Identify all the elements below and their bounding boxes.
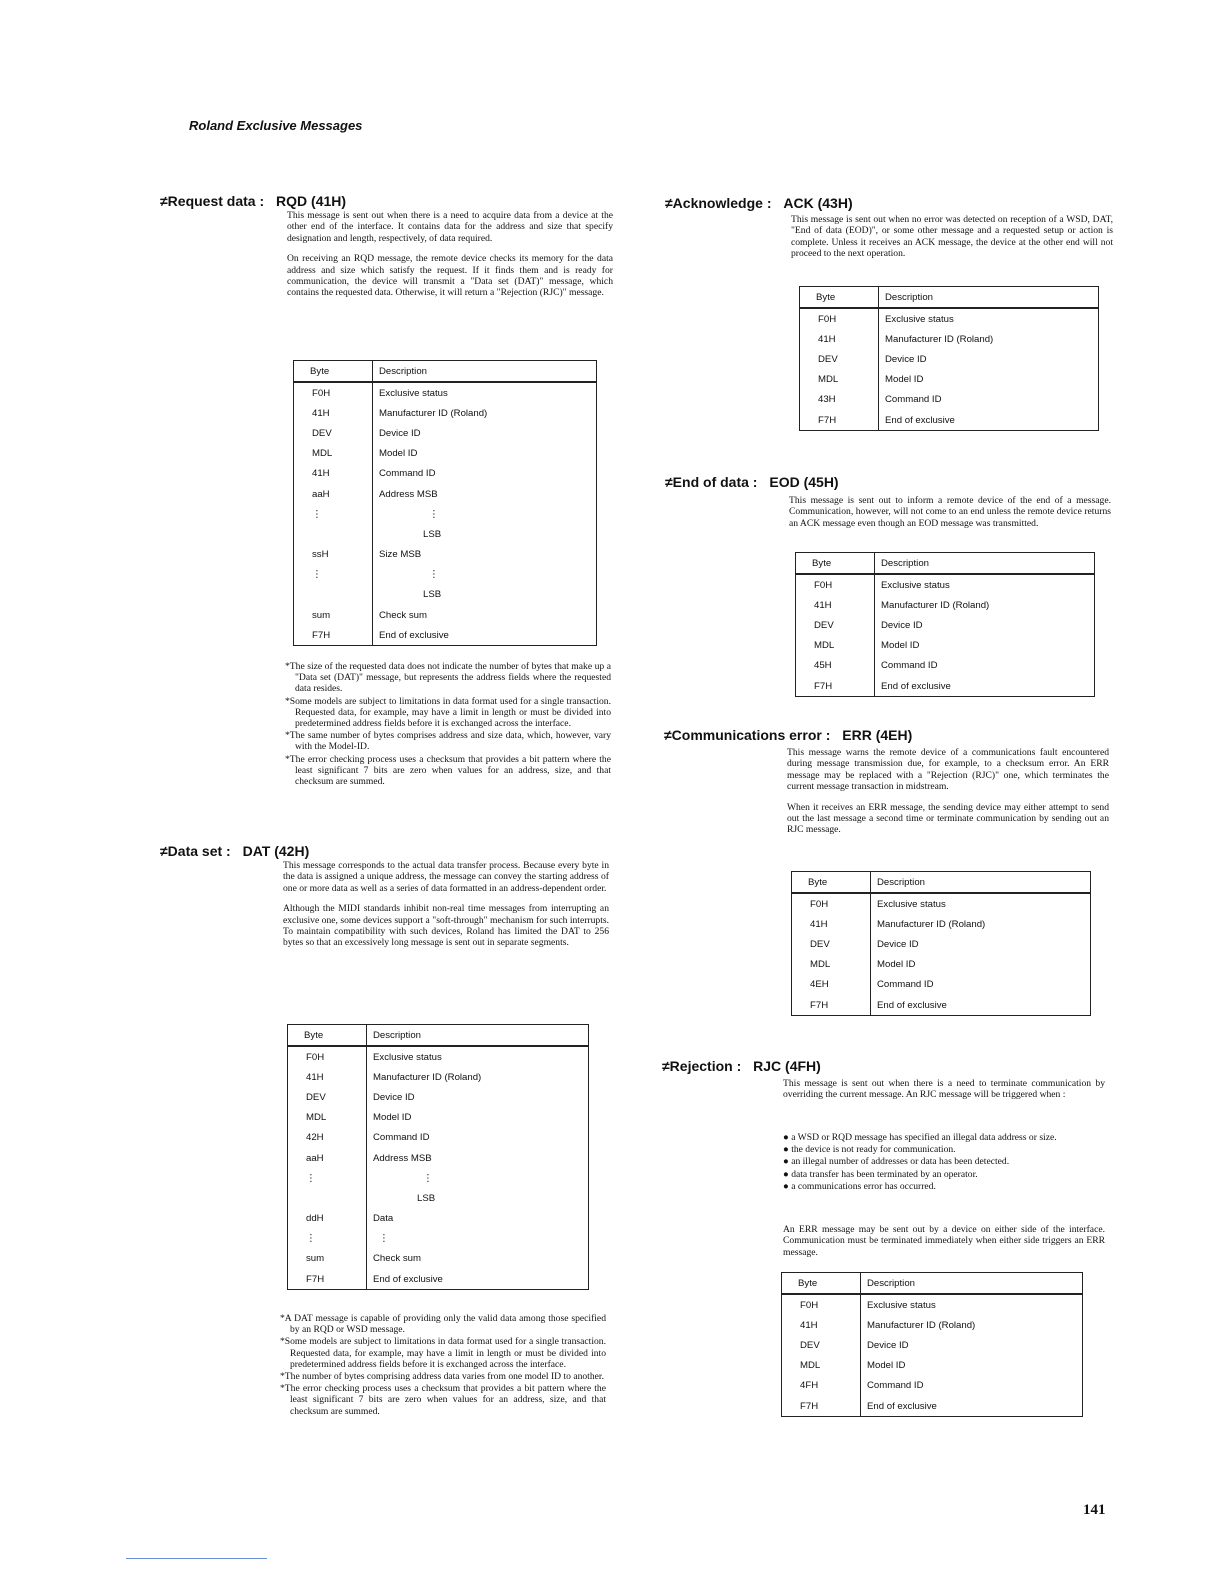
- description-cell: End of exclusive: [373, 1273, 443, 1285]
- byte-cell: F0H: [294, 382, 373, 403]
- description-cell: Exclusive status: [373, 1051, 442, 1063]
- description-column-header: Description: [875, 553, 1095, 574]
- table-row: [288, 1046, 588, 1067]
- table-row: [288, 1269, 588, 1289]
- byte-cell: ⋮: [288, 1229, 367, 1249]
- byte-cell: F7H: [800, 410, 879, 430]
- footer-divider: [126, 1558, 267, 1559]
- byte-column-header: Byte: [792, 872, 871, 893]
- byte-cell: MDL: [796, 636, 875, 656]
- byte-column-header: Byte: [796, 553, 875, 574]
- description-cell: Device ID: [379, 427, 421, 439]
- byte-cell: ⋮: [294, 565, 373, 585]
- note: *The size of the requested data does not indicate the number of bytes that make up a "Data set (DAT)" message, but represents the address fields where the requested data resides.: [285, 661, 611, 695]
- byte-cell: 41H: [800, 329, 879, 349]
- byte-cell: 41H: [294, 403, 373, 423]
- page-header: Roland Exclusive Messages: [189, 118, 363, 133]
- description-cell: Model ID: [877, 959, 916, 971]
- section-command: ERR (4EH): [842, 727, 913, 743]
- section-rjc-after-text: [783, 1224, 1105, 1267]
- table-row: [294, 545, 596, 565]
- description-cell: Manufacturer ID (Roland): [881, 599, 990, 611]
- table-row: [294, 504, 596, 524]
- paragraph: When it receives an ERR message, the sending device may either attempt to send out the last message a second time or terminate communication by sending out an RJC message.: [787, 801, 1109, 836]
- byte-cell: F7H: [792, 995, 871, 1015]
- table-row: [796, 676, 1094, 696]
- section-label: ≠Communications error :: [664, 727, 831, 743]
- byte-cell: [294, 524, 373, 544]
- table-row: [796, 615, 1094, 635]
- description-cell: Manufacturer ID (Roland): [373, 1071, 482, 1083]
- byte-cell: ⋮: [288, 1168, 367, 1188]
- byte-column-header: Byte: [294, 361, 373, 382]
- byte-cell: 4FH: [782, 1376, 861, 1396]
- description-cell: Device ID: [867, 1339, 909, 1351]
- paragraph: An ERR message may be sent out by a device on either side of the interface. Communication must be terminated immediately when either side triggers an ERR message.: [783, 1224, 1105, 1258]
- byte-cell: DEV: [294, 423, 373, 443]
- byte-cell: MDL: [800, 370, 879, 390]
- description-cell: Manufacturer ID (Roland): [379, 407, 488, 419]
- dat-notes: [280, 1313, 606, 1418]
- bullet-item: ● the device is not ready for communication.: [783, 1144, 956, 1156]
- byte-cell: MDL: [782, 1356, 861, 1376]
- description-cell: Manufacturer ID (Roland): [877, 918, 986, 930]
- byte-cell: DEV: [782, 1335, 861, 1355]
- section-rqd-heading: [160, 193, 346, 209]
- section-rjc-heading: [662, 1058, 821, 1074]
- table-row: [288, 1128, 588, 1148]
- byte-cell: 41H: [792, 914, 871, 934]
- byte-cell: F0H: [796, 574, 875, 595]
- table-row: [288, 1148, 588, 1168]
- table-row: [796, 574, 1094, 595]
- table-row: [288, 1209, 588, 1229]
- err-byte-table: [791, 871, 1091, 1016]
- table-row: [800, 370, 1098, 390]
- bullet-item: ● a WSD or RQD message has specified an illegal data address or size.: [783, 1132, 1057, 1143]
- description-cell: Command ID: [373, 1132, 430, 1144]
- section-dat-text: [283, 860, 609, 958]
- description-cell: ⋮: [429, 569, 439, 581]
- byte-column-header: Byte: [800, 287, 879, 308]
- page-number: 141: [1083, 1502, 1106, 1518]
- byte-cell: ⋮: [294, 504, 373, 524]
- byte-cell: DEV: [792, 934, 871, 954]
- description-cell: Model ID: [379, 448, 418, 460]
- description-column-header: Description: [373, 361, 597, 382]
- byte-cell: 45H: [796, 656, 875, 676]
- table-row: [796, 595, 1094, 615]
- description-cell: Data: [373, 1213, 394, 1225]
- table-row: [288, 1188, 588, 1208]
- description-cell: Exclusive status: [379, 387, 448, 399]
- note: *The error checking process uses a checksum that provides a bit pattern where the least significant 7 bits are zero when values for an address, size, and that checksum are summed.: [285, 753, 611, 788]
- table-row: [288, 1067, 588, 1087]
- table-row: [294, 403, 596, 423]
- table-row: [294, 524, 596, 544]
- description-cell: Model ID: [885, 374, 924, 386]
- table-row: [782, 1356, 1082, 1376]
- note: *Some models are subject to limitations in data format used for a single transaction. Requested data, for example, may have a limit in length or must be divided into predetermined address fields before it is exchanged across the interface.: [285, 695, 611, 730]
- rqd-notes: [285, 661, 611, 788]
- byte-cell: 41H: [288, 1067, 367, 1087]
- paragraph: This message warns the remote device of a communications fault encountered during message transmission due, for example, to a checksum error. An ERR message may be replaced with a "Rejection (RJC)" one, which terminates the current message transaction in midstream.: [787, 747, 1109, 793]
- description-cell: ⋮: [429, 508, 439, 520]
- byte-cell: 41H: [796, 595, 875, 615]
- description-cell: Address MSB: [373, 1152, 432, 1164]
- byte-cell: ssH: [294, 545, 373, 565]
- table-row: [782, 1335, 1082, 1355]
- table-row: [294, 464, 596, 484]
- bullet-item: ● an illegal number of addresses or data has been detected.: [783, 1156, 1010, 1168]
- note: *Some models are subject to limitations in data format used for a single transaction. Requested data, for example, may have a limit in length or must be divided into predetermined address fields before it is exchanged across the interface.: [280, 1336, 606, 1370]
- description-cell: Command ID: [885, 394, 942, 406]
- paragraph: This message is sent out to inform a remote device of the end of a message. Communication, however, will not come to an end unless the remote device returns an ACK message even though an EOD message was transmitted.: [789, 495, 1111, 529]
- paragraph: This message is sent out when there is a need to terminate communication by overriding the current message. An RJC message will be triggered when :: [783, 1078, 1105, 1101]
- table-row: [796, 656, 1094, 676]
- description-column-header: Description: [367, 1025, 589, 1046]
- section-label: ≠Data set :: [160, 843, 231, 859]
- table-row: [800, 329, 1098, 349]
- byte-cell: MDL: [288, 1108, 367, 1128]
- table-row: [294, 625, 596, 645]
- byte-cell: 42H: [288, 1128, 367, 1148]
- byte-cell: DEV: [800, 349, 879, 369]
- bullet-item: ● data transfer has been terminated by an operator.: [783, 1168, 978, 1180]
- description-column-header: Description: [871, 872, 1091, 893]
- byte-cell: F0H: [288, 1046, 367, 1067]
- section-eod-text: [789, 495, 1111, 538]
- description-cell: End of exclusive: [877, 999, 947, 1011]
- section-command: RQD (41H): [276, 193, 347, 209]
- paragraph: On receiving an RQD message, the remote device checks its memory for the data address and size which satisfy the request. If it finds them and is ready for communication, the device will transmit a "Data set (DAT)" message, which contains the requested data. Otherwise, it will return a "Rejection (RJC)" message.: [287, 253, 613, 299]
- table-row: [792, 914, 1090, 934]
- description-cell: Exclusive status: [867, 1299, 936, 1311]
- table-row: [288, 1229, 588, 1249]
- description-cell: Command ID: [877, 979, 934, 991]
- byte-cell: [294, 585, 373, 605]
- table-row: [782, 1396, 1082, 1416]
- table-row: [800, 308, 1098, 329]
- description-cell: Device ID: [881, 619, 923, 631]
- byte-cell: sum: [294, 605, 373, 625]
- section-command: RJC (4FH): [753, 1058, 821, 1074]
- description-cell: LSB: [423, 589, 442, 601]
- section-err-heading: [664, 727, 912, 743]
- dat-byte-table: [287, 1024, 589, 1290]
- byte-column-header: Byte: [288, 1025, 367, 1046]
- table-row: [288, 1108, 588, 1128]
- table-row: [796, 636, 1094, 656]
- description-cell: End of exclusive: [379, 629, 449, 641]
- note: *The same number of bytes comprises address and size data, which, however, vary with the Model-ID.: [285, 730, 611, 753]
- section-rqd-text: [287, 210, 613, 308]
- section-ack-text: [791, 214, 1113, 269]
- description-cell: Address MSB: [379, 488, 438, 500]
- table-row: [294, 605, 596, 625]
- table-row: [800, 390, 1098, 410]
- table-row: [800, 410, 1098, 430]
- table-row: [792, 955, 1090, 975]
- description-cell: Model ID: [373, 1112, 412, 1124]
- table-header-row: [800, 287, 1098, 308]
- section-eod-heading: [665, 474, 839, 490]
- byte-cell: sum: [288, 1249, 367, 1269]
- byte-cell: [288, 1188, 367, 1208]
- description-column-header: Description: [861, 1273, 1083, 1294]
- rqd-byte-table: [293, 360, 597, 646]
- note: *The number of bytes comprising address data varies from one model ID to another.: [280, 1371, 604, 1383]
- description-cell: Manufacturer ID (Roland): [867, 1319, 976, 1331]
- table-row: [294, 484, 596, 504]
- byte-cell: aaH: [294, 484, 373, 504]
- table-row: [294, 585, 596, 605]
- table-row: [288, 1249, 588, 1269]
- byte-cell: MDL: [294, 444, 373, 464]
- table-row: [294, 423, 596, 443]
- table-row: [792, 995, 1090, 1015]
- table-header-row: [792, 872, 1090, 893]
- section-label: ≠End of data :: [665, 474, 758, 490]
- rjc-byte-table: [781, 1272, 1083, 1417]
- table-row: [782, 1315, 1082, 1335]
- table-header-row: [288, 1025, 588, 1046]
- description-cell: Exclusive status: [877, 898, 946, 910]
- description-cell: Command ID: [379, 468, 436, 480]
- byte-cell: DEV: [288, 1087, 367, 1107]
- byte-cell: 41H: [294, 464, 373, 484]
- byte-column-header: Byte: [782, 1273, 861, 1294]
- eod-byte-table: [795, 552, 1095, 697]
- byte-cell: 4EH: [792, 975, 871, 995]
- section-label: ≠Request data :: [160, 193, 265, 209]
- table-row: [294, 382, 596, 403]
- description-cell: Model ID: [867, 1360, 906, 1372]
- description-cell: Command ID: [867, 1380, 924, 1392]
- table-row: [782, 1294, 1082, 1315]
- table-row: [294, 565, 596, 585]
- description-cell: End of exclusive: [867, 1400, 937, 1412]
- description-cell: LSB: [423, 528, 442, 540]
- note: *A DAT message is capable of providing only the valid data among those specified by an RQD or WSD message.: [280, 1313, 606, 1336]
- description-cell: ⋮: [423, 1172, 433, 1184]
- byte-cell: F7H: [782, 1396, 861, 1416]
- rjc-bullet-list: [783, 1132, 1105, 1193]
- description-cell: End of exclusive: [885, 414, 955, 426]
- byte-cell: F7H: [288, 1269, 367, 1289]
- description-cell: Exclusive status: [881, 579, 950, 591]
- table-row: [792, 975, 1090, 995]
- paragraph: This message is sent out when no error was detected on reception of a WSD, DAT, "End of data (EOD)", or some other message and a requested setup or action is complete. Unless it receives an ACK message, the device at the other end will not proceed to the next operation.: [791, 214, 1113, 260]
- table-header-row: [782, 1273, 1082, 1294]
- ack-byte-table: [799, 286, 1099, 431]
- description-cell: End of exclusive: [881, 680, 951, 692]
- description-cell: Check sum: [379, 609, 427, 621]
- description-cell: Device ID: [373, 1091, 415, 1103]
- description-cell: ⋮: [379, 1233, 389, 1245]
- table-row: [792, 934, 1090, 954]
- paragraph: This message corresponds to the actual data transfer process. Because every byte in the data is assigned a unique address, the message can convey the starting address of one or more data as well as a series of data formatted in an address-dependent order.: [283, 860, 609, 894]
- section-label: ≠Rejection :: [662, 1058, 742, 1074]
- byte-cell: F0H: [792, 893, 871, 914]
- section-ack-heading: [665, 195, 853, 211]
- byte-cell: F0H: [782, 1294, 861, 1315]
- description-cell: LSB: [417, 1192, 436, 1204]
- description-cell: Device ID: [877, 938, 919, 950]
- description-cell: Manufacturer ID (Roland): [885, 333, 994, 345]
- table-row: [288, 1087, 588, 1107]
- table-row: [294, 444, 596, 464]
- description-cell: Check sum: [373, 1253, 421, 1265]
- section-err-text: [787, 747, 1109, 845]
- section-command: EOD (45H): [769, 474, 839, 490]
- section-dat-heading: [160, 843, 309, 859]
- description-cell: Exclusive status: [885, 313, 954, 325]
- table-header-row: [294, 361, 596, 382]
- table-row: [288, 1168, 588, 1188]
- description-cell: Model ID: [881, 640, 920, 652]
- table-row: [782, 1376, 1082, 1396]
- byte-cell: F7H: [796, 676, 875, 696]
- table-row: [800, 349, 1098, 369]
- byte-cell: DEV: [796, 615, 875, 635]
- table-header-row: [796, 553, 1094, 574]
- description-cell: Command ID: [881, 660, 938, 672]
- description-cell: Size MSB: [379, 549, 422, 561]
- byte-cell: aaH: [288, 1148, 367, 1168]
- description-cell: Device ID: [885, 353, 927, 365]
- table-row: [792, 893, 1090, 914]
- section-rjc-text: [783, 1078, 1105, 1110]
- bullet-item: ● a communications error has occurred.: [783, 1180, 936, 1192]
- note: *The error checking process uses a checksum that provides a bit pattern where the least significant 7 bits are zero when values for an address, size, and that checksum are summed.: [280, 1383, 606, 1417]
- section-command: DAT (42H): [242, 843, 310, 859]
- description-column-header: Description: [879, 287, 1099, 308]
- byte-cell: 43H: [800, 390, 879, 410]
- byte-cell: F7H: [294, 625, 373, 645]
- paragraph: Although the MIDI standards inhibit non-real time messages from interrupting an exclusive one, some devices support a "soft-through" mechanism for such interrupts. To maintain compatibility with such devices, Roland has limited the DAT to 256 bytes so that an excessively long message is sent out in separate segments.: [283, 903, 609, 949]
- byte-cell: ddH: [288, 1209, 367, 1229]
- section-label: ≠Acknowledge :: [665, 195, 772, 211]
- byte-cell: F0H: [800, 308, 879, 329]
- byte-cell: MDL: [792, 955, 871, 975]
- byte-cell: 41H: [782, 1315, 861, 1335]
- section-command: ACK (43H): [783, 195, 853, 211]
- paragraph: This message is sent out when there is a need to acquire data from a device at the other end of the interface. It contains data for the address and size that specify designation and length, respectively, of data required.: [287, 210, 613, 244]
